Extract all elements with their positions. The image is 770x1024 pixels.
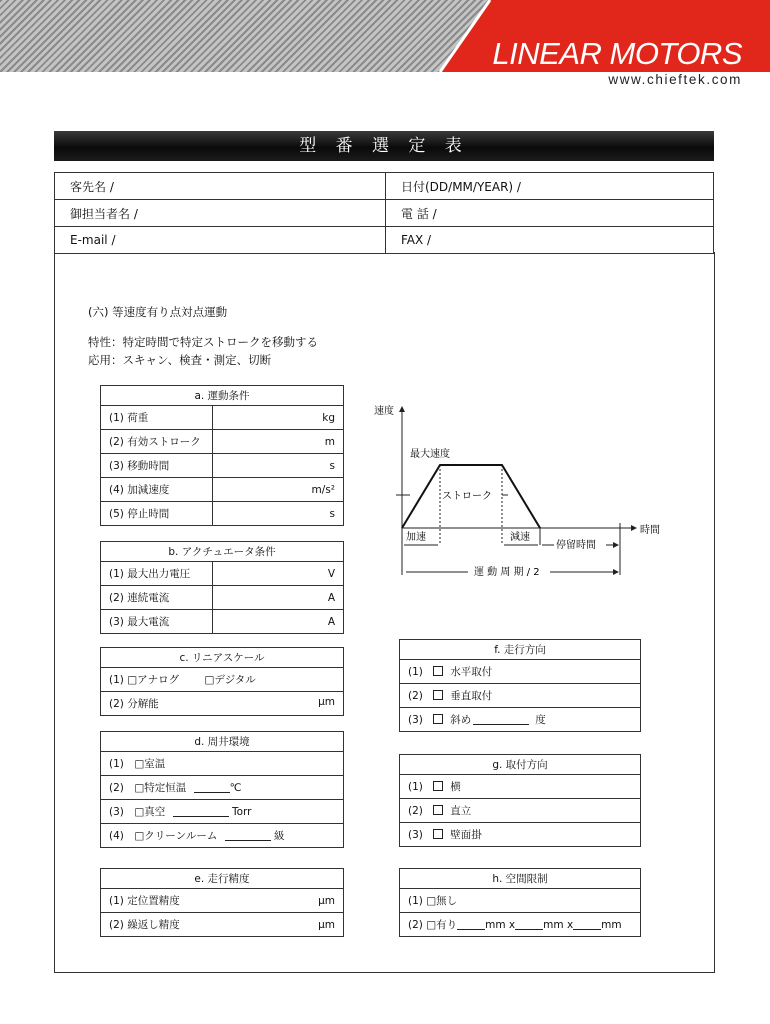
section-g-title: g. 取付方向 — [400, 755, 641, 775]
brand-logo: LINEAR MOTORS — [492, 36, 742, 71]
customer-info-table — [54, 172, 714, 254]
stroke-label: (2) 有効ストローク — [101, 430, 213, 454]
section-d-title: d. 周井環境 — [101, 732, 344, 752]
cont-current-label: (2) 連続電流 — [101, 586, 213, 610]
period-label: 運 動 周 期 / 2 — [474, 567, 540, 578]
max-speed-label: 最大速度 — [410, 449, 450, 460]
dim2-blank[interactable] — [515, 919, 543, 930]
max-current-input[interactable]: A — [213, 610, 344, 634]
dwell-input[interactable]: s — [213, 502, 344, 526]
contact-field[interactable]: 御担当者名 / — [55, 200, 386, 227]
actuator-conditions-table — [100, 541, 344, 634]
dim3-unit: mm — [601, 919, 622, 931]
mounting-direction-table — [399, 754, 641, 847]
vacuum-blank[interactable] — [173, 806, 229, 817]
dim1-unit: mm x — [485, 919, 516, 931]
f-num-1: (1) — [408, 666, 423, 678]
max-voltage-label: (1) 最大出力電圧 — [101, 562, 213, 586]
section-b-title: b. アクチュエータ条件 — [101, 542, 344, 562]
environment-table — [100, 731, 344, 848]
angle-blank[interactable] — [473, 714, 529, 725]
f-num-3: (3) — [408, 714, 423, 726]
max-current-label: (3) 最大電流 — [101, 610, 213, 634]
wall-mount-checkbox[interactable] — [433, 829, 443, 839]
cleanroom-option[interactable]: (4) □クリーンルーム — [109, 830, 218, 842]
temp-blank[interactable] — [194, 782, 230, 793]
dim2-unit: mm x — [543, 919, 574, 931]
motion-heading: (六) 等速度有り点対点運動 — [88, 305, 228, 319]
page-title: 型 番 選 定 表 — [54, 131, 714, 161]
time-axis-label: 時間 — [640, 525, 660, 536]
velocity-profile-diagram — [368, 395, 668, 585]
vertical-checkbox[interactable] — [433, 690, 443, 700]
space-limit-table — [399, 868, 641, 937]
positioning-label: (1) 定位置精度 — [101, 889, 213, 913]
no-limit-option[interactable]: □無し — [426, 895, 458, 907]
horizontal-mount-label: 横 — [450, 781, 461, 793]
section-c-title: c. リニアスケール — [101, 648, 344, 668]
stroke-label-diagram: ストローク — [442, 491, 492, 502]
digital-option[interactable]: □デジタル — [204, 674, 256, 686]
upright-label: 直立 — [450, 805, 472, 817]
horizontal-mount-checkbox[interactable] — [433, 781, 443, 791]
accuracy-table — [100, 868, 344, 937]
angle-unit: 度 — [535, 714, 546, 726]
analog-option[interactable]: (1) □アナログ — [109, 674, 180, 686]
repeatability-label: (2) 繰返し精度 — [101, 913, 213, 937]
vacuum-option[interactable]: (3) □真空 — [109, 806, 166, 818]
date-field[interactable]: 日付(DD/MM/YEAR) / — [386, 173, 714, 200]
vertical-label: 垂直取付 — [450, 690, 493, 702]
clean-blank[interactable] — [225, 830, 271, 841]
email-field[interactable]: E-mail / — [55, 227, 386, 254]
velocity-axis-label: 速度 — [374, 406, 394, 417]
const-temp-option[interactable]: (2) □特定恒温 — [109, 782, 187, 794]
clean-unit: 級 — [274, 830, 285, 842]
travel-direction-table — [399, 639, 641, 732]
dim1-blank[interactable] — [457, 919, 485, 930]
room-temp-option[interactable]: (1) □室温 — [109, 758, 166, 770]
inclined-label: 斜め — [450, 714, 472, 726]
h-num-2: (2) — [408, 919, 423, 931]
load-input[interactable]: kg — [213, 406, 344, 430]
resolution-unit[interactable]: μm — [318, 696, 335, 708]
vacuum-unit: Torr — [231, 806, 252, 818]
max-voltage-input[interactable]: V — [213, 562, 344, 586]
repeatability-input[interactable]: μm — [212, 913, 344, 937]
upright-checkbox[interactable] — [433, 805, 443, 815]
g-num-1: (1) — [408, 781, 423, 793]
fax-field[interactable]: FAX / — [386, 227, 714, 254]
dwell-label: (5) 停止時間 — [101, 502, 213, 526]
motion-conditions-table — [100, 385, 344, 526]
horizontal-checkbox[interactable] — [433, 666, 443, 676]
inclined-checkbox[interactable] — [433, 714, 443, 724]
horizontal-label: 水平取付 — [450, 666, 493, 678]
g-num-3: (3) — [408, 829, 423, 841]
load-label: (1) 荷重 — [101, 406, 213, 430]
section-f-title: f. 走行方向 — [400, 640, 641, 660]
resolution-label: (2) 分解能 — [109, 698, 159, 710]
positioning-input[interactable]: μm — [212, 889, 344, 913]
g-num-2: (2) — [408, 805, 423, 817]
website-url: www.chieftek.com — [608, 72, 742, 87]
section-h-title: h. 空間限制 — [400, 869, 641, 889]
limit-option[interactable]: □有り — [426, 919, 458, 931]
move-time-input[interactable]: s — [213, 454, 344, 478]
phone-field[interactable]: 電 話 / — [386, 200, 714, 227]
move-time-label: (3) 移動時間 — [101, 454, 213, 478]
customer-field[interactable]: 客先名 / — [55, 173, 386, 200]
section-e-title: e. 走行精度 — [101, 869, 344, 889]
accel-input[interactable]: m/s² — [213, 478, 344, 502]
linear-scale-table — [100, 647, 344, 716]
section-a-title: a. 運動条件 — [101, 386, 344, 406]
h-num-1: (1) — [408, 895, 423, 907]
f-num-2: (2) — [408, 690, 423, 702]
wall-mount-label: 壁面掛 — [450, 829, 482, 841]
temp-unit: ℃ — [229, 782, 242, 794]
application-text: 応用：スキャン、検査・測定、切断 — [88, 353, 272, 367]
accel-label: (4) 加減速度 — [101, 478, 213, 502]
accel-label-diagram: 加速 — [406, 532, 426, 543]
dim3-blank[interactable] — [573, 919, 601, 930]
cont-current-input[interactable]: A — [213, 586, 344, 610]
dwell-label-diagram: 停留時間 — [556, 540, 596, 551]
feature-text: 特性：特定時間で特定ストロークを移動する — [88, 335, 318, 349]
stroke-input[interactable]: m — [213, 430, 344, 454]
decel-label-diagram: 減速 — [510, 532, 530, 543]
